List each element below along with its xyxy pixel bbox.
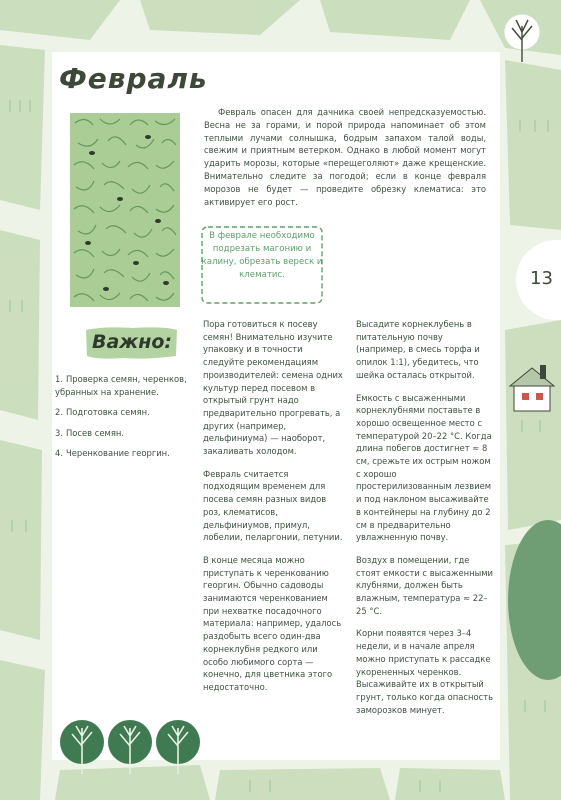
page-title: Февраль bbox=[59, 62, 208, 95]
list-item: 1. Проверка семян, черенков, убранных на хранение. bbox=[55, 374, 187, 397]
callout-text: В феврале необходимо подрезать магонию и калину, обрезать вереск и клематис. bbox=[201, 231, 323, 280]
list-item: 2. Подготовка семян. bbox=[55, 407, 150, 417]
leaf-pattern-illustration bbox=[70, 113, 180, 307]
tree-illustration bbox=[500, 12, 544, 64]
paragraph: Корни появятся через 3–4 недели, и в начале апреля можно приступать к рассадке укорененных черенков. Высаживайте их в открытый грунт, только когда опасность заморозков минует. bbox=[356, 628, 494, 715]
important-heading: Важно: bbox=[92, 331, 172, 353]
middle-column bbox=[203, 318, 345, 704]
right-column bbox=[356, 318, 494, 726]
paragraph: Высадите корнеклубень в питательную почву (например, в смесь торфа и опилок 1:1), убедитесь, что шейка осталась открытой. bbox=[356, 319, 480, 380]
paragraph: Воздух в помещении, где стоят емкости с высаженными клубнями, должен быть влажным, температура ≈ 22–25 °С. bbox=[356, 554, 494, 616]
trees-illustration bbox=[56, 716, 206, 776]
intro-paragraph: Февраль опасен для дачника своей непредсказуемостью. Весна не за горами, и порой природа напоминает об этом теплыми лучами солнышка, бодрым запахом талой воды, свежим и приятным ветерком. Однако в любой момент могут ударить морозы, которые «перещеголяют» даже крещенские. Внимательно следите за погодой; если в конце февраля морозов не будет — проведите обрезку клематиса: это активирует его рост. bbox=[204, 107, 486, 207]
paragraph: Февраль считается подходящим временем для посева семян разных видов роз, клематисов, дельфиниумов, примул, лобелии, пеларгонии, петунии. bbox=[203, 468, 343, 543]
paragraph: В конце месяца можно приступать к черенкованию георгин. Обычно садоводы занимаются черенкованием при нехватке посадочного материала: например, удалось раздобыть всего один-два корнеклубня редкого или особо любимого сорта — конечно, для цветника этого недостаточно. bbox=[203, 554, 342, 692]
steps-list bbox=[55, 373, 195, 468]
page-number: 13 bbox=[530, 268, 553, 289]
list-item: 3. Посев семян. bbox=[55, 427, 125, 438]
tip-callout bbox=[200, 225, 324, 305]
paragraph: Емкость с высаженными корнеклубнями поставьте в хорошо освещенное место с температурой 20–22 °С. Когда длина побегов достигнет ≈ 8 см, срежьте их острым ножом с хорошо простерилизованным лезвием и под наклоном высаживайте в контейнеры на глубину до 2 см в предварительно увлажненную почву. bbox=[356, 392, 492, 543]
paragraph: Пора готовиться к посеву семян! Внимательно изучите упаковку и в точности следуйте рекомендациям производителей: семена одних культур перед посевом в открытый грунт надо предварительно прогревать, а других (например, дельфиниума) — наоборот, закаливать холодом. bbox=[203, 319, 343, 457]
list-item: 4. Черенкование георгин. bbox=[55, 448, 170, 458]
important-label bbox=[84, 326, 179, 360]
